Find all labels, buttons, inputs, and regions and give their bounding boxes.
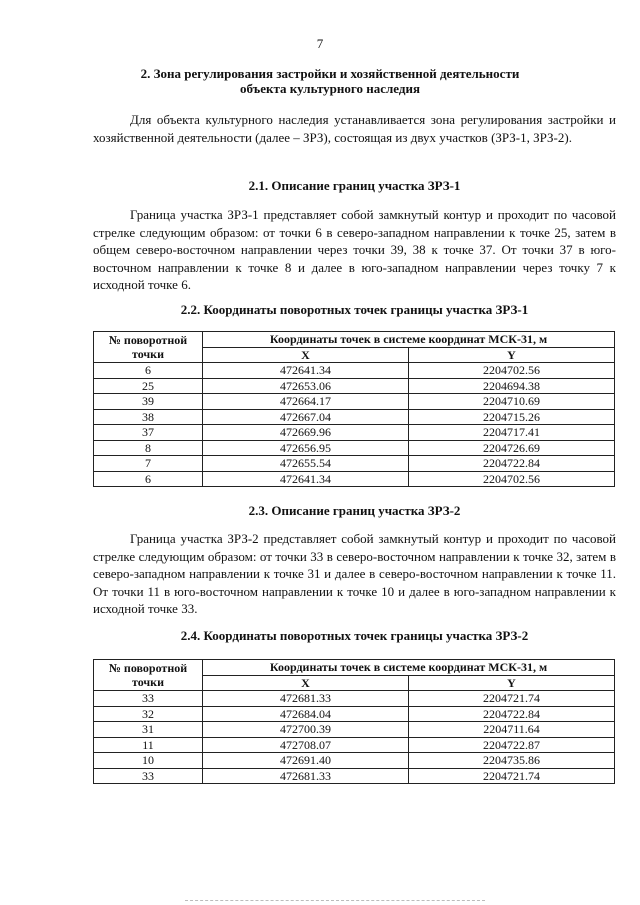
cell-x: 472655.54 xyxy=(203,456,409,472)
section-2-title xyxy=(60,66,600,96)
table-row xyxy=(94,394,615,410)
cell-x: 472681.33 xyxy=(203,768,409,784)
cell-x: 472653.06 xyxy=(203,378,409,394)
cell-point: 7 xyxy=(94,456,203,472)
section-2-intro: Для объекта культурного наследия устанавливается зона регулирования застройки и хозяйственной деятельности (далее – ЗРЗ), состоящая из двух участков (ЗРЗ-1, ЗРЗ-2). xyxy=(93,112,616,145)
cell-point: 38 xyxy=(94,409,203,425)
cell-y: 2204721.74 xyxy=(409,768,615,784)
section-2-title-line1: 2. Зона регулирования застройки и хозяйственной деятельности xyxy=(140,66,520,81)
table-row xyxy=(94,691,615,707)
cell-x: 472641.34 xyxy=(203,363,409,379)
cell-y: 2204702.56 xyxy=(409,471,615,487)
table-row xyxy=(94,722,615,738)
subsection-2-3-title: 2.3. Описание границ участка ЗРЗ-2 xyxy=(248,503,461,518)
cell-y: 2204711.64 xyxy=(409,722,615,738)
table-row xyxy=(94,363,615,379)
cell-x: 472681.33 xyxy=(203,691,409,707)
cell-y: 2204722.84 xyxy=(409,456,615,472)
cell-point: 25 xyxy=(94,378,203,394)
cell-x: 472664.17 xyxy=(203,394,409,410)
cell-y: 2204726.69 xyxy=(409,440,615,456)
cell-point: 33 xyxy=(94,768,203,784)
header-x: X xyxy=(203,347,409,363)
header-y: Y xyxy=(409,675,615,691)
section-2-title-line2: объекта культурного наследия xyxy=(240,81,420,96)
table-row xyxy=(94,768,615,784)
cell-point: 6 xyxy=(94,471,203,487)
cell-y: 2204717.41 xyxy=(409,425,615,441)
cell-x: 472641.34 xyxy=(203,471,409,487)
subsection-2-1-text: Граница участка ЗРЗ-1 представляет собой замкнутый контур и проходит по часовой стрелке следующим образом: от точки 6 в северо-западном направлении к точке 25, затем в общем северо-восточном направлении через точки 39, 38 к точке 37. От точки 37 в юго-восточном направлении к точке 8 и далее в юго-западном направлении через точку 7 к исходной точке 6. xyxy=(93,207,616,292)
cell-x: 472656.95 xyxy=(203,440,409,456)
cell-y: 2204722.84 xyxy=(409,706,615,722)
cell-x: 472684.04 xyxy=(203,706,409,722)
cell-point: 31 xyxy=(94,722,203,738)
cell-point: 10 xyxy=(94,753,203,769)
cell-x: 472708.07 xyxy=(203,737,409,753)
table-row xyxy=(94,737,615,753)
cell-x: 472700.39 xyxy=(203,722,409,738)
table-row xyxy=(94,440,615,456)
subsection-2-1-title: 2.1. Описание границ участка ЗРЗ-1 xyxy=(248,178,461,193)
cell-y: 2204722.87 xyxy=(409,737,615,753)
header-y: Y xyxy=(409,347,615,363)
table-header-row xyxy=(94,332,615,348)
cell-point: 32 xyxy=(94,706,203,722)
header-point-number: № поворотной точки xyxy=(94,660,203,691)
subsection-2-3-text: Граница участка ЗРЗ-2 представляет собой замкнутый контур и проходит по часовой стрелке следующим образом: от точки 33 в северо-восточном направлении к точке 32, затем в северо-западном направлении к точке 31 и далее в северо-восточном направлении к точке 11. От точки 11 в юго-восточном направлении к точке 10 и далее в юго-западном направлении к исходной точке 33. xyxy=(93,531,616,616)
header-coordinates: Координаты точек в системе координат МСК-31, м xyxy=(203,660,615,676)
cell-y: 2204694.38 xyxy=(409,378,615,394)
coordinates-table-zrz2 xyxy=(93,659,615,784)
cell-x: 472691.40 xyxy=(203,753,409,769)
cell-point: 11 xyxy=(94,737,203,753)
table-row xyxy=(94,753,615,769)
page-bottom-divider xyxy=(185,900,485,901)
table-row xyxy=(94,471,615,487)
cell-x: 472669.96 xyxy=(203,425,409,441)
table-row xyxy=(94,409,615,425)
cell-point: 33 xyxy=(94,691,203,707)
table-header-row xyxy=(94,660,615,676)
cell-point: 6 xyxy=(94,363,203,379)
table-row xyxy=(94,706,615,722)
cell-y: 2204710.69 xyxy=(409,394,615,410)
cell-y: 2204735.86 xyxy=(409,753,615,769)
page-number: 7 xyxy=(316,36,324,51)
table-row xyxy=(94,378,615,394)
cell-y: 2204721.74 xyxy=(409,691,615,707)
table-row xyxy=(94,425,615,441)
subsection-2-2-title: 2.2. Координаты поворотных точек границы участка ЗРЗ-1 xyxy=(180,302,529,317)
subsection-2-4-title: 2.4. Координаты поворотных точек границы участка ЗРЗ-2 xyxy=(180,628,529,643)
cell-y: 2204702.56 xyxy=(409,363,615,379)
table-row xyxy=(94,456,615,472)
coordinates-table-zrz1 xyxy=(93,331,615,487)
header-point-number: № поворотной точки xyxy=(94,332,203,363)
header-coordinates: Координаты точек в системе координат МСК-31, м xyxy=(203,332,615,348)
cell-point: 37 xyxy=(94,425,203,441)
header-x: X xyxy=(203,675,409,691)
cell-point: 8 xyxy=(94,440,203,456)
cell-x: 472667.04 xyxy=(203,409,409,425)
cell-point: 39 xyxy=(94,394,203,410)
cell-y: 2204715.26 xyxy=(409,409,615,425)
